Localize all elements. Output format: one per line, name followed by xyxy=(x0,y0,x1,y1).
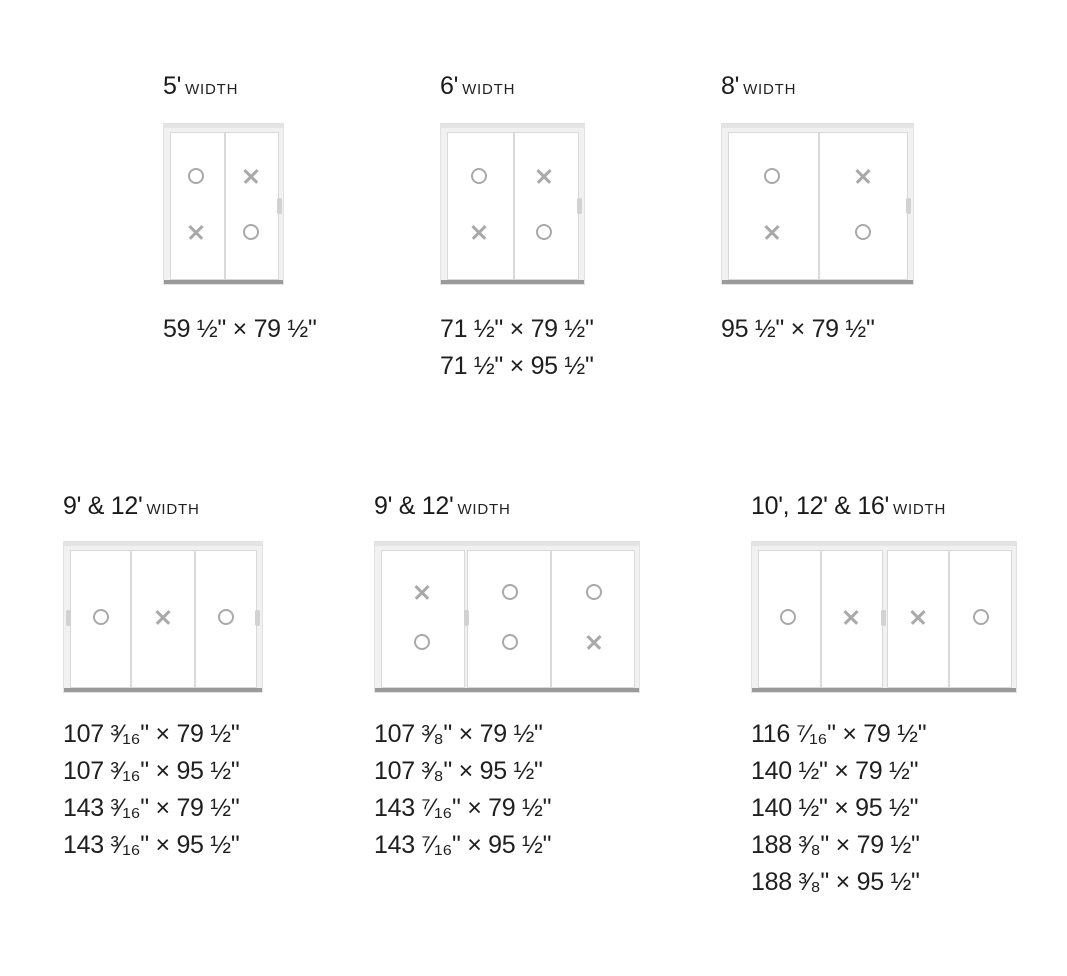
size-list xyxy=(374,716,551,864)
width-unit: WIDTH xyxy=(462,81,516,98)
operable-circle-icon xyxy=(778,607,798,627)
size-item: 107 ³⁄₈" × 95 ½" xyxy=(374,757,543,785)
handle-icon xyxy=(255,610,260,626)
operable-circle-icon xyxy=(241,222,261,242)
fixed-x-icon xyxy=(241,166,261,186)
handle-icon xyxy=(881,610,886,626)
handle-icon xyxy=(577,198,582,214)
door-panel xyxy=(514,132,579,280)
size-item: 143 ³⁄₁₆" × 79 ½" xyxy=(63,794,240,822)
size-item: 188 ³⁄₈" × 95 ½" xyxy=(751,868,920,896)
door-panel xyxy=(819,132,908,280)
width-unit: WIDTH xyxy=(146,501,200,518)
width-value: 5' xyxy=(163,72,182,100)
size-item: 140 ½" × 95 ½" xyxy=(751,794,919,822)
fixed-x-icon xyxy=(841,607,861,627)
handle-icon xyxy=(906,198,911,214)
config-heading xyxy=(163,72,238,104)
config-heading xyxy=(721,72,796,104)
handle-icon xyxy=(464,610,469,626)
size-item: 71 ½" × 95 ½" xyxy=(440,352,594,380)
fixed-x-icon xyxy=(412,582,432,602)
fixed-x-icon xyxy=(153,607,173,627)
size-list xyxy=(721,311,875,348)
width-value: 8' xyxy=(721,72,740,100)
width-unit: WIDTH xyxy=(743,81,797,98)
operable-circle-icon xyxy=(91,607,111,627)
operable-circle-icon xyxy=(469,166,489,186)
size-item: 143 ⁷⁄₁₆" × 79 ½" xyxy=(374,794,552,822)
operable-circle-icon xyxy=(534,222,554,242)
size-list xyxy=(163,311,317,348)
door-diagram xyxy=(63,541,263,693)
width-value: 9' & 12' xyxy=(63,492,143,520)
door-panel xyxy=(447,132,514,280)
door-panel xyxy=(467,550,551,688)
size-item: 188 ³⁄₈" × 79 ½" xyxy=(751,831,920,859)
width-unit: WIDTH xyxy=(457,501,511,518)
door-diagram xyxy=(163,123,284,285)
width-value: 6' xyxy=(440,72,459,100)
size-item: 107 ³⁄₁₆" × 79 ½" xyxy=(63,720,240,748)
door-panel xyxy=(225,132,279,280)
door-panel xyxy=(170,132,225,280)
size-item: 116 ⁷⁄₁₆" × 79 ½" xyxy=(751,720,927,748)
operable-circle-icon xyxy=(584,582,604,602)
door-diagram xyxy=(440,123,585,285)
size-item: 107 ³⁄₈" × 79 ½" xyxy=(374,720,543,748)
door-diagram xyxy=(374,541,640,693)
width-unit: WIDTH xyxy=(185,81,239,98)
size-item: 143 ³⁄₁₆" × 95 ½" xyxy=(63,831,240,859)
door-diagram xyxy=(721,123,914,285)
config-heading xyxy=(440,72,515,104)
fixed-x-icon xyxy=(534,166,554,186)
operable-circle-icon xyxy=(500,582,520,602)
handle-icon xyxy=(66,610,71,626)
config-heading xyxy=(751,492,946,524)
size-item: 143 ⁷⁄₁₆" × 95 ½" xyxy=(374,831,552,859)
operable-circle-icon xyxy=(412,632,432,652)
size-item: 95 ½" × 79 ½" xyxy=(721,315,875,343)
config-heading xyxy=(374,492,511,524)
fixed-x-icon xyxy=(469,222,489,242)
operable-circle-icon xyxy=(762,166,782,186)
operable-circle-icon xyxy=(500,632,520,652)
door-panel xyxy=(728,132,819,280)
width-unit: WIDTH xyxy=(893,501,947,518)
operable-circle-icon xyxy=(971,607,991,627)
fixed-x-icon xyxy=(584,632,604,652)
handle-icon xyxy=(277,198,282,214)
size-list xyxy=(751,716,926,901)
width-value: 10', 12' & 16' xyxy=(751,492,889,520)
size-item: 107 ³⁄₁₆" × 95 ½" xyxy=(63,757,240,785)
fixed-x-icon xyxy=(908,607,928,627)
size-list xyxy=(63,716,239,864)
size-list xyxy=(440,311,594,385)
size-item: 140 ½" × 79 ½" xyxy=(751,757,919,785)
door-panel xyxy=(551,550,635,688)
door-diagram xyxy=(751,541,1017,693)
size-item: 71 ½" × 79 ½" xyxy=(440,315,594,343)
fixed-x-icon xyxy=(186,222,206,242)
size-item: 59 ½" × 79 ½" xyxy=(163,315,317,343)
fixed-x-icon xyxy=(762,222,782,242)
operable-circle-icon xyxy=(186,166,206,186)
config-heading xyxy=(63,492,200,524)
operable-circle-icon xyxy=(216,607,236,627)
fixed-x-icon xyxy=(853,166,873,186)
operable-circle-icon xyxy=(853,222,873,242)
door-panel xyxy=(381,550,465,688)
width-value: 9' & 12' xyxy=(374,492,454,520)
